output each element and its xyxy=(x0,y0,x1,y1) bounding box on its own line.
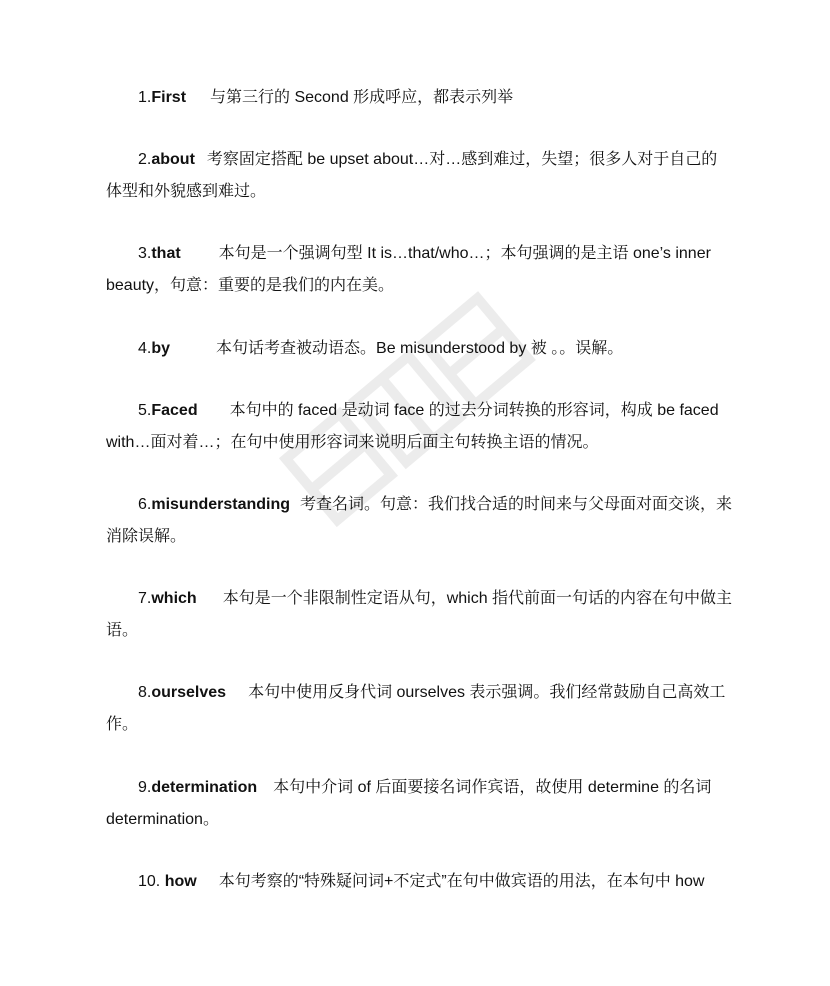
answer-word: ourselves xyxy=(151,684,227,701)
item-number: 9. xyxy=(138,779,152,796)
explanation-continuation: with…面对着…；在句中使用形容词来说明后面主句转换主语的情况。 xyxy=(106,434,599,451)
answer-item-4 xyxy=(106,333,726,365)
item-number: 1. xyxy=(138,89,152,106)
explanation-continuation: 消除误解。 xyxy=(106,528,187,545)
answer-word: which xyxy=(151,590,197,607)
answer-word: misunderstanding xyxy=(151,496,291,513)
explanation-text: 本句中使用反身代词 ourselves 表示强调。我们经常鼓励自己高效工 xyxy=(248,684,726,701)
answer-word: Faced xyxy=(151,402,198,419)
explanation-text: 本句考察的“特殊疑问词+不定式”在句中做宾语的用法，在本句中 how xyxy=(218,873,705,890)
explanation-text: 本句话考查被动语态。Be misunderstood by 被 。。误解。 xyxy=(216,340,624,357)
answer-word: how xyxy=(164,873,197,890)
explanation-continuation: 语。 xyxy=(106,622,139,639)
answer-word: about xyxy=(151,151,195,168)
explanation-continuation: beauty，句意：重要的是我们的内在美。 xyxy=(106,277,395,294)
answer-word: by xyxy=(151,340,171,357)
explanation-text: 本句中介词 of 后面要接名词作宾语，故使用 determine 的名词 xyxy=(273,779,712,796)
answer-word: that xyxy=(151,245,181,262)
item-number: 8. xyxy=(138,684,152,701)
explanation-text: 与第三行的 Second 形成呼应，都表示列举 xyxy=(210,89,514,106)
item-number: 7. xyxy=(138,590,152,607)
explanation-continuation: determination。 xyxy=(106,811,219,828)
answer-item-7 xyxy=(106,583,733,647)
item-number: 6. xyxy=(138,496,152,513)
answer-item-6 xyxy=(106,489,733,553)
explanation-text: 本句中的 faced 是动词 face 的过去分词转换的形容词，构成 be faced xyxy=(229,402,719,419)
explanation-text: 本句是一个强调句型 It is…that/who…；本句强调的是主语 one’s inner xyxy=(218,245,711,262)
answer-item-3 xyxy=(106,238,726,302)
item-number: 3. xyxy=(138,245,152,262)
explanation-text: 考查名词。句意：我们找合适的时间来与父母面对面交谈，来 xyxy=(300,496,733,513)
explanation-continuation: 体型和外貌感到难过。 xyxy=(106,183,267,200)
answer-item-8 xyxy=(106,677,726,741)
answer-item-5 xyxy=(106,395,726,459)
answer-item-9 xyxy=(106,772,726,836)
item-number: 5. xyxy=(138,402,152,419)
item-number: 4. xyxy=(138,340,152,357)
answer-word: First xyxy=(151,89,187,106)
answer-item-2 xyxy=(106,144,726,208)
explanation-continuation: 作。 xyxy=(106,716,139,733)
answer-word: determination xyxy=(151,779,258,796)
explanation-text: 本句是一个非限制性定语从句，which 指代前面一句话的内容在句中做主 xyxy=(222,590,733,607)
answer-item-1 xyxy=(106,82,726,114)
answer-item-10 xyxy=(106,866,726,898)
item-number: 10. xyxy=(138,873,165,890)
item-number: 2. xyxy=(138,151,152,168)
explanation-text: 考察固定搭配 be upset about…对…感到难过，失望；很多人对于自己的 xyxy=(206,151,718,168)
